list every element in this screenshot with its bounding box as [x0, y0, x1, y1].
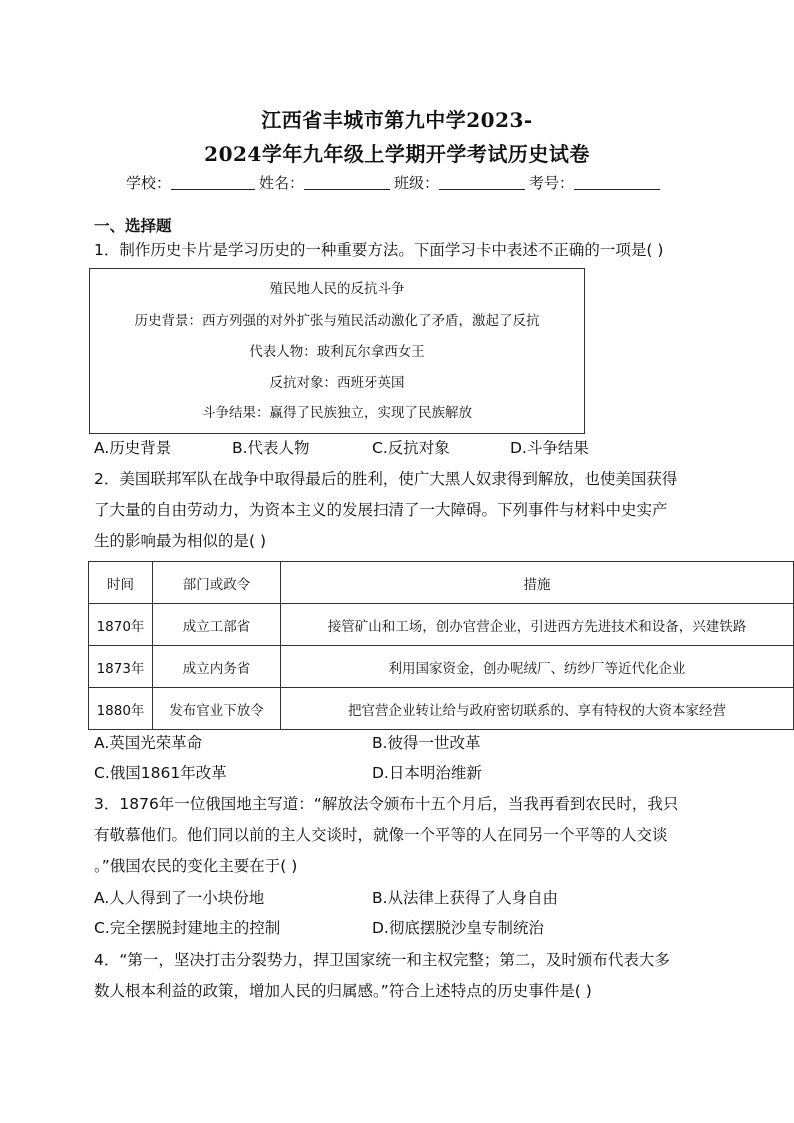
q2-stem-line3: 生的影响最为相似的是( ) [94, 532, 267, 550]
exam-no-blank [574, 175, 660, 190]
q2-option-d: D.日本明治维新 [372, 764, 482, 782]
table-header-cell: 部门或政令 [153, 562, 281, 604]
q2-option-b: B.彼得一世改革 [372, 734, 481, 752]
table-header-cell: 时间 [89, 562, 153, 604]
q3-option-d: D.彻底摆脱沙皇专制统治 [372, 919, 544, 937]
table-cell-year: 1873年 [89, 646, 153, 688]
q2-stem-line2: 了大量的自由劳动力，为资本主义的发展扫清了一大障碍。下列事件与材料中史实产 [94, 501, 668, 519]
q4-stem-line2: 数人根本利益的政策，增加人民的归属感。”符合上述特点的历史事件是( ) [94, 982, 592, 1000]
q3-stem-line3: 。”俄国农民的变化主要在于( ) [94, 857, 298, 875]
table-cell-measure: 把官营企业转让给与政府密切联系的、享有特权的大资本家经营 [281, 688, 794, 730]
table-header-row [89, 562, 794, 604]
q3-option-a: A.人人得到了一小块份地 [94, 889, 265, 907]
q3-option-c: C.完全摆脱封建地主的控制 [94, 919, 281, 937]
table-row [89, 604, 794, 646]
card-result: 斗争结果：赢得了民族独立，实现了民族解放 [202, 405, 472, 421]
q3-stem-line2: 有敬慕他们。他们同以前的主人交谈时，就像一个平等的人在同另一个平等的人交谈 [94, 826, 668, 844]
exam-no-label: 考号： [529, 174, 575, 192]
school-blank [171, 175, 255, 190]
q1-option-a: A.历史背景 [94, 439, 172, 457]
q3-option-b: B.从法律上获得了人身自由 [372, 889, 559, 907]
class-label: 班级： [394, 174, 440, 192]
history-card [89, 268, 585, 434]
section-heading: 一、选择题 [94, 217, 172, 235]
card-title: 殖民地人民的反抗斗争 [269, 281, 405, 297]
table-row [89, 688, 794, 730]
card-background: 历史背景：西方列强的对外扩张与殖民活动激化了矛盾，激起了反抗 [134, 313, 540, 329]
q1-option-d: D.斗争结果 [510, 439, 589, 457]
table-row [89, 646, 794, 688]
q3-stem-line1: 3．1876年一位俄国地主写道：“解放法令颁布十五个月后，当我再看到农民时，我只 [94, 795, 679, 813]
table-cell-department: 成立内务省 [153, 646, 281, 688]
q4-stem-line1: 4．“第一，坚决打击分裂势力，捍卫国家统一和主权完整；第二，及时颁布代表大多 [94, 951, 670, 969]
table-cell-year: 1880年 [89, 688, 153, 730]
table-cell-year: 1870年 [89, 604, 153, 646]
school-label: 学校： [126, 174, 172, 192]
q1-option-c: C.反抗对象 [372, 439, 450, 457]
table-cell-department: 发布官业下放令 [153, 688, 281, 730]
table-header-cell: 措施 [281, 562, 794, 604]
name-label: 姓名： [259, 174, 305, 192]
table-cell-measure: 接管矿山和工场，创办官营企业，引进西方先进技术和设备，兴建铁路 [281, 604, 794, 646]
table-cell-measure: 利用国家资金，创办呢绒厂、纺纱厂等近代化企业 [281, 646, 794, 688]
q2-option-a: A.英国光荣革命 [94, 734, 203, 752]
q2-table [88, 561, 794, 730]
q2-option-c: C.俄国1861年改革 [94, 764, 227, 782]
q2-stem-line1: 2．美国联邦军队在战争中取得最后的胜利，使广大黑人奴隶得到解放，也使美国获得 [94, 470, 678, 488]
student-info-row [126, 172, 664, 193]
name-blank [304, 175, 390, 190]
exam-title-line1: 江西省丰城市第九中学2023- [261, 108, 533, 132]
exam-title-line2: 2024学年九年级上学期开学考试历史试卷 [204, 142, 590, 166]
card-target: 反抗对象：西班牙英国 [269, 375, 405, 391]
class-blank [439, 175, 525, 190]
q1-stem: 1．制作历史卡片是学习历史的一种重要方法。下面学习卡中表述不正确的一项是( ) [94, 241, 664, 259]
table-cell-department: 成立工部省 [153, 604, 281, 646]
card-representative: 代表人物：玻利瓦尔拿西女王 [249, 344, 425, 360]
q1-option-b: B.代表人物 [232, 439, 310, 457]
